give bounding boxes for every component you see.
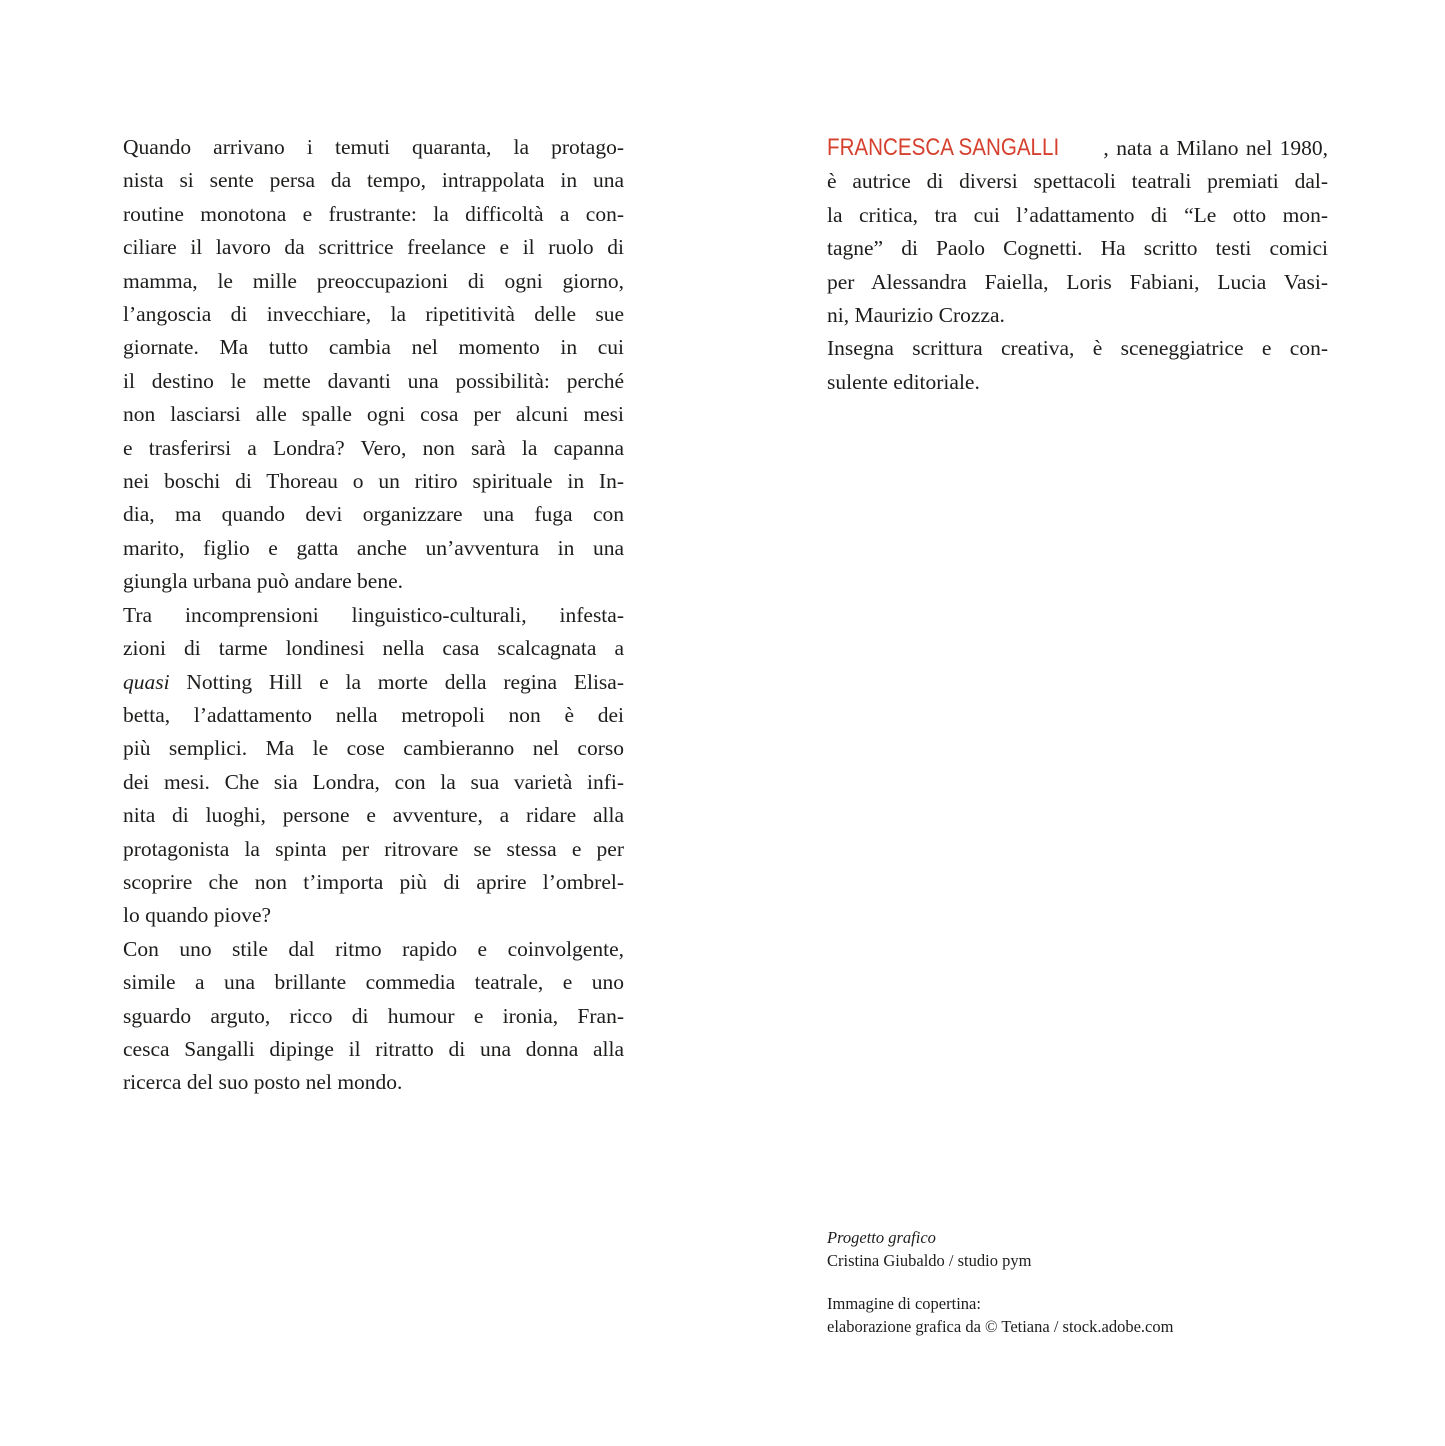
text-segment: per Alessandra Faiella, Loris Fabiani, Lucia Vasi- [827, 269, 1328, 294]
text-line [123, 198, 624, 231]
text-line [123, 799, 624, 832]
bio-paragraph-1 [827, 131, 1328, 332]
text-segment: nei boschi di Thoreau o un ritiro spirituale in In- [123, 469, 624, 494]
text-line [123, 732, 624, 765]
text-segment: ni, Maurizio Crozza. [827, 303, 1005, 328]
text-segment: non lasciarsi alle spalle ogni cosa per alcuni mesi [123, 402, 624, 427]
book-blurb-column [123, 131, 624, 1100]
text-line [123, 1066, 624, 1099]
cover-credit-label: Immagine di copertina: [827, 1294, 981, 1313]
text-line [827, 266, 1328, 299]
text-line [123, 265, 624, 298]
author-name-highlight: FRANCESCA SANGALLI [827, 134, 1060, 161]
credits-block [827, 1227, 1173, 1359]
text-line [827, 232, 1328, 265]
text-segment: e trasferirsi a Londra? Vero, non sarà la capanna [123, 435, 624, 460]
text-line [123, 1000, 624, 1033]
text-segment: la critica, tra cui l’adattamento di “Le otto mon- [827, 202, 1328, 227]
blurb-paragraph-3 [123, 933, 624, 1100]
text-segment: giornate. Ma tutto cambia nel momento in cui [123, 335, 624, 360]
text-segment: dia, ma quando devi organizzare una fuga con [123, 502, 624, 527]
text-line [827, 165, 1328, 198]
text-segment: l’angoscia di invecchiare, la ripetitività delle sue [123, 302, 624, 327]
text-line [123, 532, 624, 565]
text-segment: Notting Hill e la morte della regina Elisa- [169, 669, 624, 694]
text-line [123, 298, 624, 331]
text-segment: Insegna scrittura creativa, è sceneggiatrice e con- [827, 336, 1328, 361]
text-line [123, 131, 624, 164]
bio-paragraph-2 [827, 332, 1328, 399]
text-segment: nista si sente persa da tempo, intrappolata in una [123, 168, 624, 193]
blurb-paragraph-1 [123, 131, 624, 599]
text-segment: Con uno stile dal ritmo rapido e coinvolgente, [123, 936, 624, 961]
design-credit-label: Progetto grafico [827, 1228, 936, 1247]
text-line [123, 231, 624, 264]
text-line [827, 299, 1328, 332]
text-segment: dei mesi. Che sia Londra, con la sua varietà infi- [123, 769, 624, 794]
text-line [123, 933, 624, 966]
cover-image-credit [827, 1293, 1173, 1338]
cover-credit-value: elaborazione grafica da © Tetiana / stock.adobe.com [827, 1316, 1174, 1336]
text-line [123, 599, 624, 632]
text-line [123, 365, 624, 398]
text-line [827, 332, 1328, 365]
text-line [123, 632, 624, 665]
text-segment: mamma, le mille preoccupazioni di ogni giorno, [123, 268, 624, 293]
text-line [123, 432, 624, 465]
text-line [123, 899, 624, 932]
text-segment: betta, l’adattamento nella metropoli non è dei [123, 702, 624, 727]
text-segment: routine monotona e frustrante: la difficoltà a con- [123, 201, 624, 226]
text-line [123, 565, 624, 598]
text-segment: sulente editoriale. [827, 369, 980, 394]
text-segment: è autrice di diversi spettacoli teatrali premiati dal- [827, 169, 1328, 194]
text-segment: marito, figlio e gatta anche un’avventura in una [123, 535, 624, 560]
text-segment: giungla urbana può andare bene. [123, 569, 403, 594]
text-segment: sguardo arguto, ricco di humour e ironia, Fran- [123, 1003, 624, 1028]
text-segment: ricerca del suo posto nel mondo. [123, 1070, 403, 1095]
text-segment: lo quando piove? [123, 903, 272, 928]
text-segment: Tra incomprensioni linguistico-culturali, infesta- [123, 602, 624, 627]
text-line [827, 131, 1328, 165]
text-line [827, 199, 1328, 232]
text-segment: tagne” di Paolo Cognetti. Ha scritto testi comici [827, 236, 1328, 261]
text-segment: cesca Sangalli dipinge il ritratto di una donna alla [123, 1036, 624, 1061]
text-line [123, 331, 624, 364]
text-segment: protagonista la spinta per ritrovare se stessa e per [123, 836, 624, 861]
text-line [123, 666, 624, 699]
text-segment: scoprire che non t’importa più di aprire l’ombrel- [123, 869, 624, 894]
author-bio-column [827, 131, 1328, 399]
text-segment: Quando arrivano i temuti quaranta, la protago- [123, 135, 624, 159]
text-segment: più semplici. Ma le cose cambieranno nel corso [123, 736, 624, 761]
text-line [827, 366, 1328, 399]
text-line [123, 866, 624, 899]
text-segment: zioni di tarme londinesi nella casa scalcagnata a [123, 636, 624, 661]
text-line [123, 966, 624, 999]
text-line [123, 465, 624, 498]
text-line [123, 833, 624, 866]
italic-text: quasi [123, 669, 170, 694]
text-line [123, 766, 624, 799]
text-line [123, 398, 624, 431]
text-segment: nita di luoghi, persone e avventure, a ridare alla [123, 803, 624, 828]
blurb-paragraph-2 [123, 599, 624, 933]
design-credit-value: Cristina Giubaldo / studio pym [827, 1250, 1032, 1270]
design-credit [827, 1227, 1173, 1272]
text-line [123, 164, 624, 197]
text-segment: , nata a Milano nel 1980, [1103, 136, 1328, 160]
text-line [123, 699, 624, 732]
text-line [123, 1033, 624, 1066]
text-segment: ciliare il lavoro da scrittrice freelance e il ruolo di [123, 235, 624, 260]
text-segment: simile a una brillante commedia teatrale, e uno [123, 970, 624, 995]
text-segment: il destino le mette davanti una possibilità: perché [123, 368, 624, 393]
text-line [123, 498, 624, 531]
